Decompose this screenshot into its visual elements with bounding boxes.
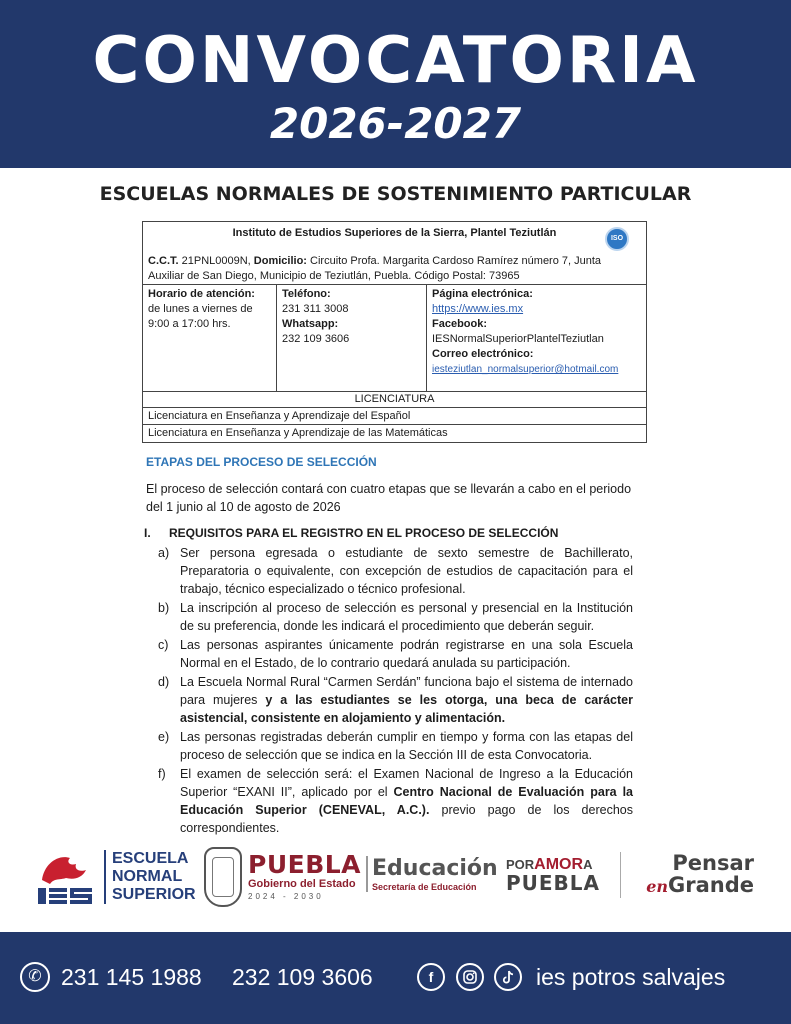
web-cell [427,285,646,391]
pensar-grande: Grande [668,873,754,897]
email-link[interactable]: iesteziutlan_normalsuperior@hotmail.com [432,364,619,375]
document-title: ESCUELAS NORMALES DE SOSTENIMIENTO PARTICULAR [99,183,692,205]
list-item-text-bold: y a las estudiantes se les otorga, una beca de carácter asistencial, consistente en alojamiento y alimentación. [180,693,633,725]
horario-label: Horario de atención: [148,288,255,300]
list-item-letter: d) [158,675,170,689]
list-item-letter: c) [158,638,169,652]
horario-cell [143,285,277,391]
footer-bar [0,932,791,1024]
section-number: I. [144,526,151,540]
ies-line-1: ESCUELA [112,850,189,867]
footer-phone-2[interactable]: 232 109 3606 [232,964,373,990]
iso-badge-icon: ISO [605,227,629,251]
institution-row [143,222,646,285]
amor-puebla: PUEBLA [506,871,601,895]
puebla-sub: Gobierno del Estado [248,878,356,890]
etapas-heading: ETAPAS DEL PROCESO DE SELECCIÓN [146,455,377,469]
list-item-text-tail: previo pago de los derechos correspondientes. [180,803,633,835]
cct-address [148,254,638,284]
list-item [158,599,633,635]
correo-label: Correo electrónico: [432,348,534,360]
social-handle[interactable]: ies potros salvajes [536,964,726,990]
whatsapp-value: 232 109 3606 [282,333,350,345]
puebla-government-logo [248,852,361,903]
header-banner [0,0,791,168]
contact-row [143,285,646,392]
educacion-sub: Secretaría de Educación [372,882,477,892]
pensar-en: en [646,877,668,896]
amor-por: POR [506,857,535,872]
por-amor-a-puebla-logo [506,856,601,895]
licenciatura-item: Licenciatura en Enseñanza y Aprendizaje del Español [143,408,646,425]
website-link[interactable]: https://www.ies.mx [432,303,524,315]
list-item [158,636,633,672]
requirements-list [158,544,633,838]
facebook-icon[interactable]: f [417,963,445,991]
licenciatura-item: Licenciatura en Enseñanza y Aprendizaje de las Matemáticas [148,427,448,439]
tiktok-icon[interactable] [494,963,522,991]
list-item [158,728,633,764]
list-item-text-bold: Centro Nacional de Evaluación para la Educación Superior (CENEVAL, A.C.). [180,785,633,817]
ies-line-2: NORMAL [112,868,183,885]
section-heading [144,526,558,540]
educacion-title: Educación [372,856,498,881]
horario-value: de lunes a viernes de 9:00 a 17:00 hrs. [148,303,253,330]
ies-line-3: SUPERIOR [112,886,196,903]
telefono-cell [277,285,427,391]
whatsapp-label: Whatsapp: [282,318,339,330]
list-item-text [180,673,633,727]
licenciatura-header: LICENCIATURA [143,392,646,408]
facebook-value: IESNormalSuperiorPlantelTeziutlan [432,333,604,345]
cct-value: 21PNL0009N, [181,255,251,267]
ies-logo-text [104,850,196,904]
list-item-letter: e) [158,730,170,744]
footer-phone-1[interactable]: 231 145 1988 [61,964,202,990]
domicilio-value: Circuito Profa. Margarita Cardoso Ramírez número 7, Junta Auxiliar de San Diego, Municipio de Teziutlán, Puebla. Código Postal: 73965 [148,255,602,282]
puebla-name: PUEBLA [248,850,362,879]
amor-a: A [583,857,593,872]
ies-logo-icon [36,850,94,906]
list-item-text: Las personas registradas deberán cumplir en tiempo y forma con las etapas del proceso de selección que se indica en la Sección III de esta Convocatoria. [180,730,633,762]
list-item-text-regular: El examen de selección será: el Examen Nacional de Ingreso a la Educación Superior “EXANI II”, aplicado por el [180,767,633,799]
educacion-logo [366,856,498,892]
cct-label: C.C.T. [148,255,179,267]
section-title: REQUISITOS PARA EL REGISTRO EN EL PROCESO DE SELECCIÓN [169,526,559,540]
pensar-en-grande-logo [620,852,754,898]
amor-amor: AMOR [534,856,584,873]
list-item-letter: f) [158,767,166,781]
telefono-label: Teléfono: [282,288,331,300]
domicilio-label: Domicilio: [253,255,307,267]
institution-info-table [142,221,647,443]
pensar-word: Pensar [672,851,754,875]
phone-icon: ✆ [20,962,50,992]
intro-paragraph: El proceso de selección contará con cuatro etapas que se llevarán a cabo en el periodo del 1 junio al 10 de agosto de 2026 [146,482,632,514]
list-item-text: La inscripción al proceso de selección es personal y presencial en la Institución de su preferencia, donde les indicará el procedimiento que deberán seguir. [180,601,633,633]
list-item-text [180,765,633,837]
puebla-seal-icon [204,847,242,907]
list-item [158,544,633,598]
list-item-text-regular: La Escuela Normal Rural “Carmen Serdán” funciona bajo el sistema de internado para mujeres [180,675,633,707]
list-item-letter: b) [158,601,170,615]
list-item [158,765,633,837]
list-item-text: Ser persona egresada o estudiante de sexto semestre de Bachillerato, Preparatoria o equivalente, con excepción de estudios de capacitación para el trabajo, técnico especializado o técnico profesional. [180,546,633,596]
instagram-icon[interactable] [456,963,484,991]
logo-strip [0,842,791,914]
list-item [158,673,633,727]
institution-name: Instituto de Estudios Superiores de la Sierra, Plantel Teziutlán [232,227,557,239]
page-years: 2026-2027 [269,99,522,148]
facebook-label: Facebook: [432,318,488,330]
page-title: CONVOCATORIA [92,24,699,98]
pagina-label: Página electrónica: [432,288,533,300]
list-item-letter: a) [158,546,170,560]
puebla-years: 2024 - 2030 [248,892,324,901]
list-item-text: Las personas aspirantes únicamente podrán registrarse en una sola Escuela Normal en el Estado, de lo contrario quedará anulada su participación. [180,638,633,670]
telefono-value: 231 311 3008 [282,303,349,315]
